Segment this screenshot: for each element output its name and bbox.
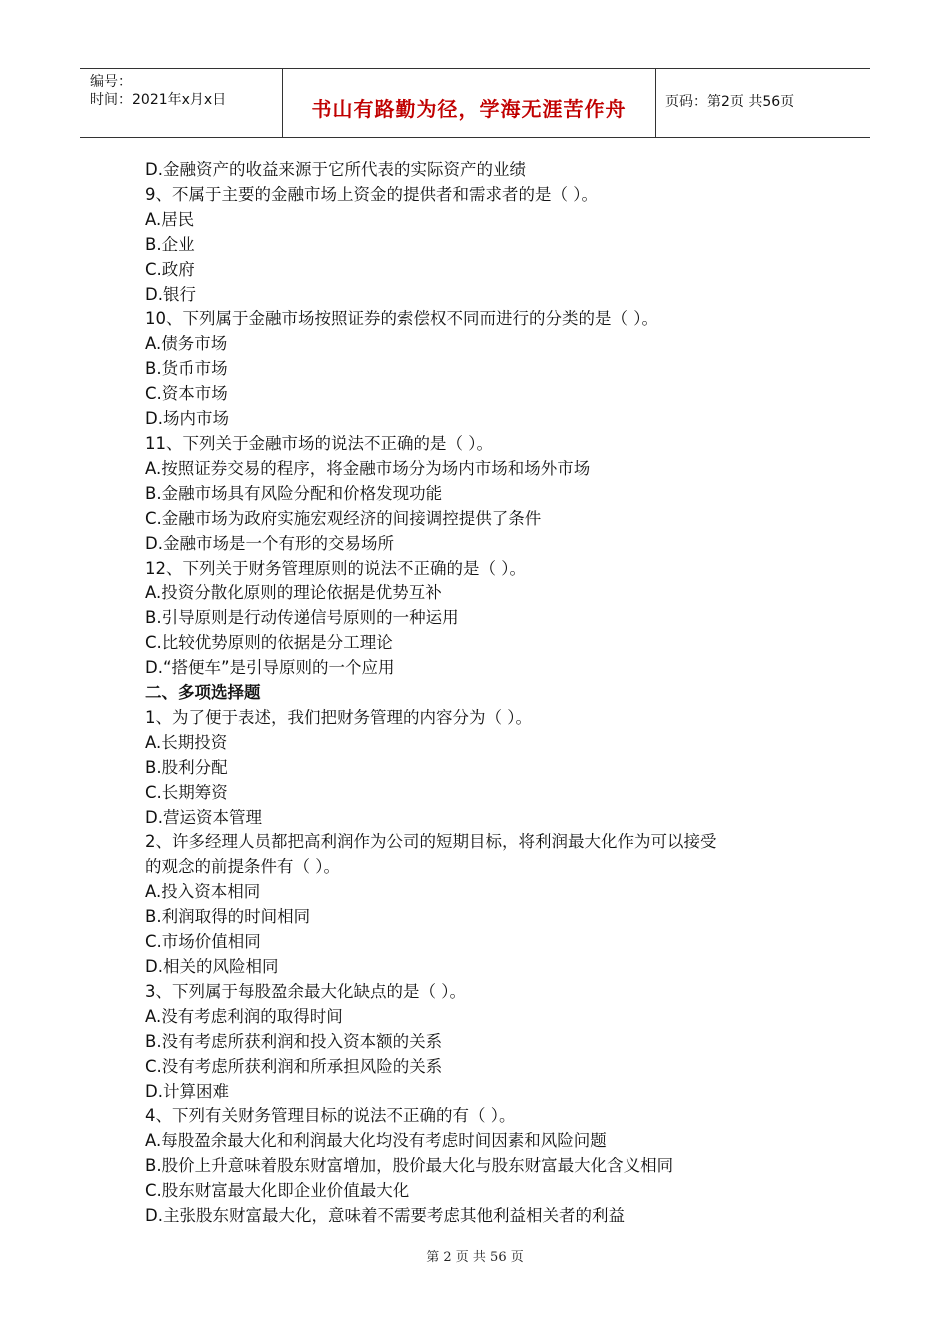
text-line: B.引导原则是行动传递信号原则的一种运用	[145, 608, 459, 628]
text-line: B.股价上升意味着股东财富增加，股价最大化与股东财富最大化含义相同	[145, 1156, 674, 1176]
text-line: C.比较优势原则的依据是分工理论	[145, 633, 393, 653]
text-line: D.金融资产的收益来源于它所代表的实际资产的业绩	[145, 160, 526, 179]
text-line: D.营运资本管理	[145, 807, 262, 827]
text-line: B.利润取得的时间相同	[145, 907, 311, 927]
text-line: 11、下列关于金融市场的说法不正确的是（ ）。	[145, 433, 493, 453]
header-page-cell	[655, 69, 870, 137]
text-line: C.政府	[145, 259, 195, 279]
text-line: 2、许多经理人员都把高利润作为公司的短期目标，将利润最大化作为可以接受	[145, 832, 717, 852]
text-line: D.相关的风险相同	[145, 957, 279, 976]
text-line: A.长期投资	[145, 732, 228, 752]
document-time-label: 时间：2021年x月x日	[90, 92, 227, 108]
document-body	[145, 158, 825, 1229]
text-line: D.计算困难	[145, 1081, 229, 1101]
text-line: A.居民	[145, 209, 195, 229]
header-motto-cell	[282, 69, 656, 137]
text-line: B.货币市场	[145, 359, 228, 379]
section-heading: 二、多项选择题	[145, 683, 261, 703]
text-line: A.没有考虑利润的取得时间	[145, 1006, 343, 1026]
text-line: D.主张股东财富最大化，意味着不需要考虑其他利益相关者的利益	[145, 1206, 625, 1226]
text-line: B.金融市场具有风险分配和价格发现功能	[145, 483, 443, 503]
text-line: C.长期筹资	[145, 782, 228, 802]
text-line: 1、为了便于表述，我们把财务管理的内容分为（ ）。	[145, 707, 532, 727]
text-line: C.市场价值相同	[145, 932, 261, 952]
text-line: A.投资分散化原则的理论依据是优势互补	[145, 583, 442, 603]
text-line: D.金融市场是一个有形的交易场所	[145, 533, 394, 553]
page-header	[80, 68, 870, 138]
header-page-code: 页码：第2页 共56页	[665, 94, 795, 110]
text-line: 10、下列属于金融市场按照证券的索偿权不同而进行的分类的是（ ）。	[145, 309, 658, 329]
text-line: 4、下列有关财务管理目标的说法不正确的有（ ）。	[145, 1106, 516, 1126]
text-line: B.股利分配	[145, 757, 228, 777]
document-number-label: 编号：	[90, 74, 132, 90]
header-motto: 书山有路勤为径，学海无涯苦作舟	[311, 97, 627, 121]
text-line: A.每股盈余最大化和利润最大化均没有考虑时间因素和风险问题	[145, 1131, 607, 1151]
text-line: 3、下列属于每股盈余最大化缺点的是（ ）。	[145, 981, 466, 1001]
text-line: D.场内市场	[145, 409, 229, 429]
text-line: C.金融市场为政府实施宏观经济的间接调控提供了条件	[145, 508, 542, 528]
text-line: C.没有考虑所获利润和所承担风险的关系	[145, 1056, 443, 1076]
text-line: 的观念的前提条件有（ ）。	[145, 857, 340, 877]
text-line: C.股东财富最大化即企业价值最大化	[145, 1181, 410, 1201]
text-line: A.投入资本相同	[145, 882, 261, 902]
text-line: A.按照证券交易的程序，将金融市场分为场内市场和场外市场	[145, 458, 591, 478]
page-footer: 第 2 页 共 56 页	[426, 1250, 524, 1265]
header-meta-cell	[80, 69, 282, 137]
text-line: A.债务市场	[145, 334, 228, 354]
text-line: 9、不属于主要的金融市场上资金的提供者和需求者的是（ ）。	[145, 184, 598, 204]
text-line: D.银行	[145, 284, 196, 304]
text-line: 12、下列关于财务管理原则的说法不正确的是（ ）。	[145, 558, 526, 578]
text-line: D.“搭便车”是引导原则的一个应用	[145, 658, 395, 678]
text-line: B.企业	[145, 234, 195, 254]
text-line: C.资本市场	[145, 384, 228, 404]
text-line: B.没有考虑所获利润和投入资本额的关系	[145, 1031, 443, 1051]
